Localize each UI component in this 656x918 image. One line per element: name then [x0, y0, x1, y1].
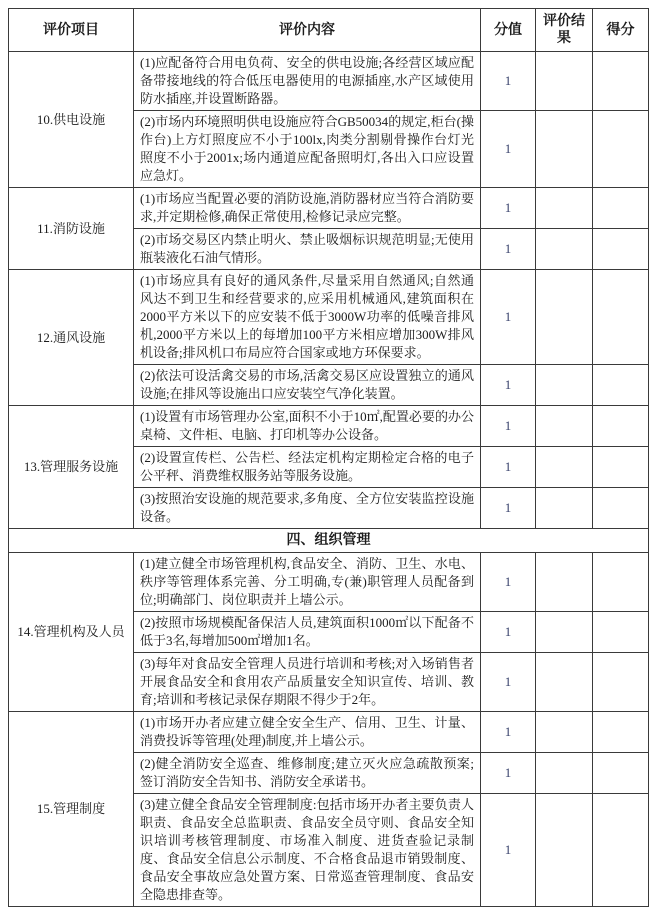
- result-cell: [536, 712, 593, 753]
- item-label-cell: 14.管理机构及人员: [9, 553, 134, 712]
- result-cell: [536, 406, 593, 447]
- gain-cell: [593, 270, 649, 365]
- content-cell: (3)每年对食品安全管理人员进行培训和考核;对入场销售者开展食品安全和食用农产品质量安全知识宣传、培训、教育;培训和考核记录保存期限不得少于2年。: [134, 653, 481, 712]
- header-content: 评价内容: [134, 9, 481, 52]
- score-cell: 1: [481, 188, 536, 229]
- header-gain: 得分: [593, 9, 649, 52]
- score-cell: 1: [481, 612, 536, 653]
- content-cell: (2)市场交易区内禁止明火、禁止吸烟标识规范明显;无使用瓶装液化石油气情形。: [134, 229, 481, 270]
- score-cell: 1: [481, 365, 536, 406]
- item-label-cell: 12.通风设施: [9, 270, 134, 406]
- score-cell: 1: [481, 653, 536, 712]
- score-cell: 1: [481, 111, 536, 188]
- table-row: [9, 52, 649, 111]
- table-row: [9, 406, 649, 447]
- item-label-cell: 11.消防设施: [9, 188, 134, 270]
- content-cell: (1)设置有市场管理办公室,面积不小于10㎡,配置必要的办公桌椅、文件柜、电脑、打印机等办公设备。: [134, 406, 481, 447]
- result-cell: [536, 188, 593, 229]
- content-cell: (2)市场内环境照明供电设施应符合GB50034的规定,柜台(操作台)上方灯照度应不小于100lx,肉类分割剔骨操作台灯光照度不小于2001x;场内通道应配备照明灯,各出入口应设置应急灯。: [134, 111, 481, 188]
- table-row: [9, 270, 649, 365]
- result-cell: [536, 270, 593, 365]
- gain-cell: [593, 111, 649, 188]
- content-cell: (2)设置宣传栏、公告栏、经法定机构定期检定合格的电子公平秤、消费维权服务站等服务设施。: [134, 447, 481, 488]
- score-cell: 1: [481, 406, 536, 447]
- gain-cell: [593, 52, 649, 111]
- header-score: 分值: [481, 9, 536, 52]
- content-cell: (1)市场开办者应建立健全安全生产、信用、卫生、计量、消费投诉等管理(处理)制度,并上墙公示。: [134, 712, 481, 753]
- content-cell: (1)应配备符合用电负荷、安全的供电设施;各经营区域应配备带接地线的符合低压电器使用的电源插座,水产区域使用防水插座,并设置断路器。: [134, 52, 481, 111]
- content-cell: (1)市场应当配置必要的消防设施,消防器材应当符合消防要求,并定期检修,确保正常使用,检修记录应完整。: [134, 188, 481, 229]
- item-label-cell: 13.管理服务设施: [9, 406, 134, 529]
- gain-cell: [593, 488, 649, 529]
- header-item: 评价项目: [9, 9, 134, 52]
- gain-cell: [593, 229, 649, 270]
- result-cell: [536, 794, 593, 907]
- gain-cell: [593, 406, 649, 447]
- content-cell: (2)依法可设活禽交易的市场,活禽交易区应设置独立的通风设施;在排风等设施出口应安装空气净化装置。: [134, 365, 481, 406]
- score-cell: 1: [481, 553, 536, 612]
- score-cell: 1: [481, 52, 536, 111]
- header-row: [9, 9, 649, 52]
- header-result: 评价结果: [536, 9, 593, 52]
- gain-cell: [593, 365, 649, 406]
- content-cell: (1)建立健全市场管理机构,食品安全、消防、卫生、水电、秩序等管理体系完善、分工明确,专(兼)职管理人员配备到位;明确部门、岗位职责并上墙公示。: [134, 553, 481, 612]
- result-cell: [536, 553, 593, 612]
- result-cell: [536, 488, 593, 529]
- table-row: [9, 712, 649, 753]
- result-cell: [536, 111, 593, 188]
- gain-cell: [593, 794, 649, 907]
- result-cell: [536, 753, 593, 794]
- result-cell: [536, 52, 593, 111]
- item-label-cell: 10.供电设施: [9, 52, 134, 188]
- gain-cell: [593, 188, 649, 229]
- content-cell: (3)建立健全食品安全管理制度:包括市场开办者主要负责人职责、食品安全总监职责、食品安全员守则、食品安全知识培训考核管理制度、市场准入制度、进货查验记录制度、食品安全信息公示制度、不合格食品退市销毁制度、食品安全事故应急处置方案、日常巡查管理制度、食品安全隐患排查等。: [134, 794, 481, 907]
- gain-cell: [593, 553, 649, 612]
- score-cell: 1: [481, 753, 536, 794]
- content-cell: (1)市场应具有良好的通风条件,尽量采用自然通风;自然通风达不到卫生和经营要求的,应采用机械通风,建筑面积在2000平方米以下的应安装不低于3000W功率的低噪音排风机,2000平方米以上的每增加100平方米相应增加300W排风机设备;排风机口布局应符合国家或地方环保要求。: [134, 270, 481, 365]
- evaluation-table: [8, 8, 649, 907]
- result-cell: [536, 612, 593, 653]
- content-cell: (2)按照市场规模配备保洁人员,建筑面积1000㎡以下配备不低于3名,每增加500㎡增加1名。: [134, 612, 481, 653]
- gain-cell: [593, 712, 649, 753]
- gain-cell: [593, 753, 649, 794]
- table-row: [9, 553, 649, 612]
- result-cell: [536, 447, 593, 488]
- score-cell: 1: [481, 270, 536, 365]
- result-cell: [536, 229, 593, 270]
- result-cell: [536, 653, 593, 712]
- score-cell: 1: [481, 712, 536, 753]
- score-cell: 1: [481, 447, 536, 488]
- gain-cell: [593, 653, 649, 712]
- result-cell: [536, 365, 593, 406]
- section-title: 四、组织管理: [9, 529, 649, 553]
- content-cell: (3)按照治安设施的规范要求,多角度、全方位安装监控设施设备。: [134, 488, 481, 529]
- score-cell: 1: [481, 794, 536, 907]
- item-label-cell: 15.管理制度: [9, 712, 134, 907]
- gain-cell: [593, 447, 649, 488]
- content-cell: (2)健全消防安全巡查、维修制度;建立灭火应急疏散预案;签订消防安全告知书、消防安全承诺书。: [134, 753, 481, 794]
- table-row: [9, 188, 649, 229]
- section-header-row: [9, 529, 649, 553]
- gain-cell: [593, 612, 649, 653]
- score-cell: 1: [481, 229, 536, 270]
- score-cell: 1: [481, 488, 536, 529]
